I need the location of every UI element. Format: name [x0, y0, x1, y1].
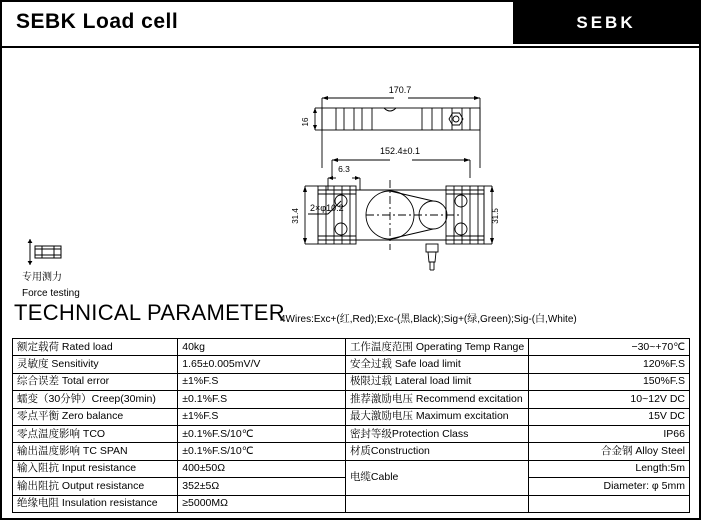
spec-value: ≥5000MΩ	[178, 495, 346, 512]
dim-left-height: 31.4	[291, 208, 300, 224]
spec-name: 极限过载 Lateral load limit	[345, 373, 528, 390]
spec-name	[345, 495, 528, 512]
spec-value: 352±5Ω	[178, 478, 346, 495]
dim-top-height: 16	[301, 117, 310, 127]
model-badge: SEBK	[513, 2, 699, 44]
spec-value: Diameter: φ 5mm	[529, 478, 690, 495]
table-row	[13, 373, 690, 390]
force-testing-label-cn: 专用测力	[22, 272, 62, 283]
spec-value: 15V DC	[529, 408, 690, 425]
spec-value: 120%F.S	[529, 356, 690, 373]
spec-name: 工作温度范围 Operating Temp Range	[345, 339, 528, 356]
specifications-table	[12, 338, 690, 513]
wire-color-note: 4Wires:Exc+(红,Red);Exc-(黑,Black);Sig+(绿,Green);Sig-(白,White)	[280, 314, 577, 325]
spec-name: 零点温度影响 TCO	[13, 425, 178, 442]
spec-name: 密封等级Protection Class	[345, 425, 528, 442]
dim-mid-length: 152.4±0.1	[380, 146, 420, 156]
spec-value: −30~+70℃	[529, 339, 690, 356]
spec-value: 合金钢 Alloy Steel	[529, 443, 690, 460]
technical-parameter-title: TECHNICAL PARAMETER	[14, 300, 285, 325]
force-testing-icon	[26, 238, 70, 268]
spec-name: 输入阻抗 Input resistance	[13, 460, 178, 477]
dim-hole-offset: 6.3	[338, 164, 350, 174]
spec-name: 材质Construction	[345, 443, 528, 460]
spec-value	[529, 495, 690, 512]
page-title: SEBK Load cell	[16, 10, 179, 33]
table-row	[13, 391, 690, 408]
spec-name: 额定载荷 Rated load	[13, 339, 178, 356]
spec-value: 150%F.S	[529, 373, 690, 390]
spec-value: 10~12V DC	[529, 391, 690, 408]
spec-name: 零点平衡 Zero balance	[13, 408, 178, 425]
table-row	[13, 408, 690, 425]
spec-value: Length:5m	[529, 460, 690, 477]
load-cell-drawing	[122, 48, 682, 300]
spec-value: ±0.1%F.S/10℃	[178, 425, 346, 442]
force-testing-block	[20, 238, 110, 300]
spec-value: ±1%F.S	[178, 408, 346, 425]
spec-name: 输出阻抗 Output resistance	[13, 478, 178, 495]
technical-drawing-area	[2, 48, 699, 300]
spec-name: 蠕变（30分钟）Creep(30min)	[13, 391, 178, 408]
spec-name: 电缆Cable	[345, 460, 528, 495]
spec-name: 最大激励电压 Maximum excitation	[345, 408, 528, 425]
spec-name: 输出温度影响 TC SPAN	[13, 443, 178, 460]
table-row	[13, 425, 690, 442]
spec-name: 推荐激励电压 Recommend excitation	[345, 391, 528, 408]
dim-right-height: 31.5	[491, 208, 500, 224]
table-row	[13, 443, 690, 460]
table-row	[13, 356, 690, 373]
spec-value: IP66	[529, 425, 690, 442]
force-testing-label-en: Force testing	[22, 288, 80, 299]
spec-name: 绝缘电阻 Insulation resistance	[13, 495, 178, 512]
spec-value: 400±50Ω	[178, 460, 346, 477]
spec-value: 1.65±0.005mV/V	[178, 356, 346, 373]
spec-value: ±0.1%F.S	[178, 391, 346, 408]
spec-name: 安全过载 Safe load limit	[345, 356, 528, 373]
spec-value: ±1%F.S	[178, 373, 346, 390]
spec-value: ±0.1%F.S/10℃	[178, 443, 346, 460]
spec-name: 综合误差 Total error	[13, 373, 178, 390]
dim-hole-spec: 2×φ10.2	[310, 203, 344, 213]
page-header	[2, 2, 699, 48]
dim-top-length: 170.7	[388, 85, 412, 95]
table-row	[13, 339, 690, 356]
spec-value: 40kg	[178, 339, 346, 356]
technical-parameter-heading	[2, 300, 699, 328]
table-row	[13, 460, 690, 477]
spec-name: 灵敏度 Sensitivity	[13, 356, 178, 373]
table-row	[13, 495, 690, 512]
